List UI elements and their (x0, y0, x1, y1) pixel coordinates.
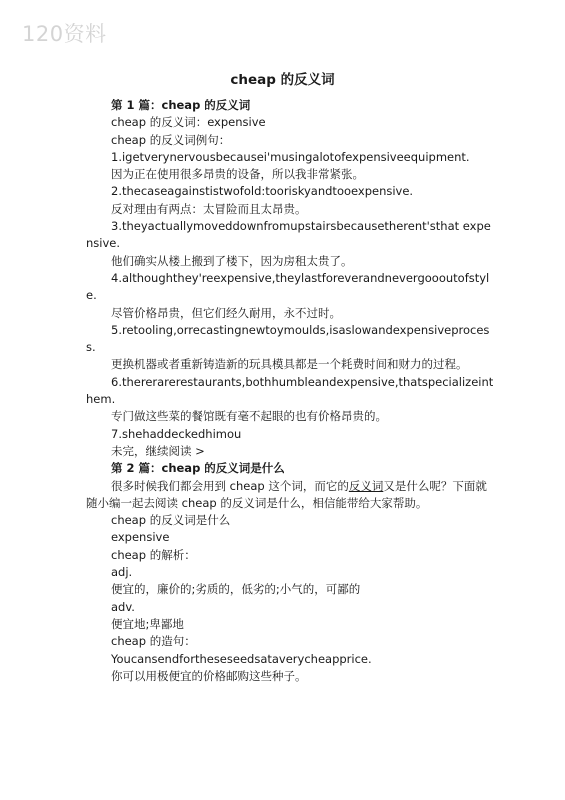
section-2-line-8: cheap 的造句： (111, 634, 196, 649)
section-2-line-7: 便宜地;卑鄙地 (111, 616, 184, 631)
section-2-line-1: cheap 的反义词是什么 (111, 513, 231, 528)
document-body (86, 97, 494, 685)
section-2-line-5: 便宜的，廉价的;劣质的，低劣的;小气的，可鄙的 (111, 582, 361, 597)
page-title: cheap 的反义词 (230, 72, 335, 88)
intro-text-start: 很多时候我们都会用到 cheap 这个词，而它的 (111, 478, 349, 493)
watermark: 120资料 (22, 22, 107, 46)
example-5-zh: 更换机器或者重新铸造新的玩具模具都是一个耗费时间和财力的过程。 (111, 357, 468, 372)
antonym-link[interactable]: 反义词 (348, 478, 384, 493)
section-1-heading: 第 1 篇：cheap 的反义词 (111, 98, 251, 112)
section-2-line-3: cheap 的解析： (111, 547, 196, 562)
section-2-intro (86, 478, 494, 513)
example-2-en: 2.thecaseagainstistwofold:tooriskyandtooexpensive. (111, 184, 414, 199)
example-2-zh: 反对理由有两点：太冒险而且太昂贵。 (111, 201, 307, 216)
section-2-line-2: expensive (111, 530, 170, 545)
example-6-en: 6.thererarerestaurants,bothhumbleandexpensive,thatspecializeinthem. (86, 374, 494, 407)
example-3-zh: 他们确实从楼上搬到了楼下，因为房租太贵了。 (111, 253, 353, 268)
example-3-en: 3.theyactuallymoveddownfromupstairsbecausetherent'sthat expensive. (86, 219, 491, 251)
intro-text-end: 又是什么呢？下面就随小编一起去阅读 cheap 的反义词是什么，相信能带给大家帮助。 (86, 478, 487, 510)
example-6-zh: 专门做这些菜的餐馆既有毫不起眼的也有价格昂贵的。 (111, 409, 387, 424)
section-2-line-9: Youcansendfortheseseedsataverycheapprice. (111, 651, 372, 666)
example-7-en: 7.shehaddeckedhimou (111, 426, 242, 441)
section-2-line-10: 你可以用极便宜的价格邮购这些种子。 (111, 668, 307, 683)
section-2-line-6: adv. (111, 599, 135, 614)
example-4-zh: 尽管价格昂贵，但它们经久耐用，永不过时。 (111, 305, 341, 320)
example-1-en: 1.igetverynervousbecausei'musingalotofexpensiveequipment. (111, 149, 470, 164)
example-1-zh: 因为正在使用很多昂贵的设备，所以我非常紧张。 (111, 167, 364, 182)
antonym-line: cheap 的反义词：expensive (111, 115, 266, 130)
continue-reading-link[interactable]: 未完，继续阅读 > (111, 443, 205, 458)
examples-label: cheap 的反义词例句： (111, 132, 231, 147)
example-4-en: 4.althoughthey'reexpensive,theylastforeverandnevergoooutofstyle. (86, 270, 490, 303)
example-5-en: 5.retooling,orrecastingnewtoymoulds,isaslowandexpensiveprocess. (86, 322, 490, 355)
section-2-heading: 第 2 篇：cheap 的反义词是什么 (111, 461, 285, 476)
section-2-line-4: adj. (111, 565, 133, 580)
